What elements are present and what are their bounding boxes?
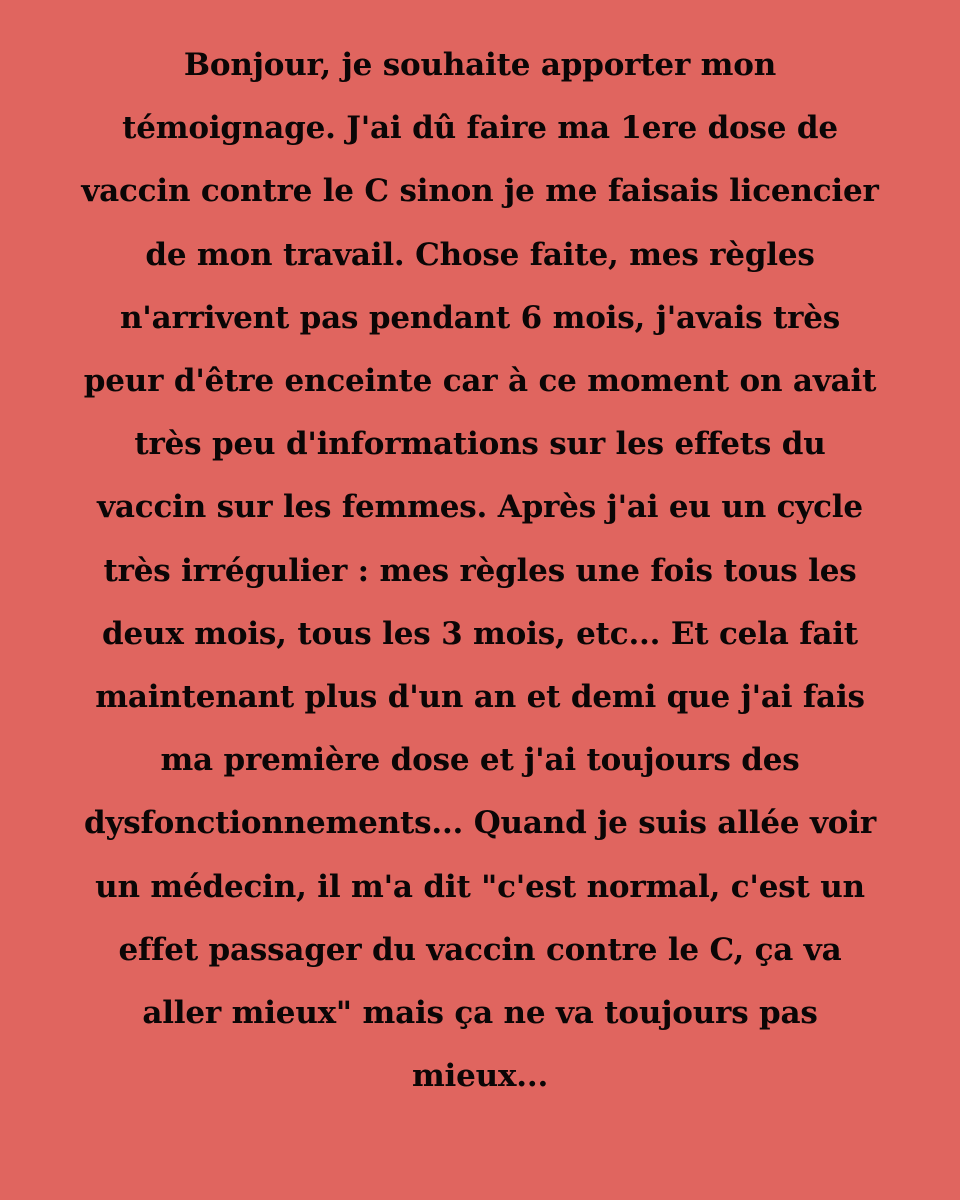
testimony-line-13: dysfonctionnements... Quand je suis allée voir <box>83 805 876 842</box>
testimony-line-5: n'arrivent pas pendant 6 mois, j'avais très <box>119 299 841 336</box>
testimony-line-8: vaccin sur les femmes. Après j'ai eu un cycle <box>97 489 863 526</box>
testimony-line-1: Bonjour, je souhaite apporter mon <box>183 47 777 83</box>
testimony-line-12: ma première dose et j'ai toujours des <box>160 742 800 779</box>
testimony-text <box>60 34 900 1108</box>
testimony-line-15: effet passager du vaccin contre le C, ça va <box>118 931 842 968</box>
testimony-line-16: aller mieux" mais ça ne va toujours pas <box>142 995 818 1032</box>
testimony-line-10: deux mois, tous les 3 mois, etc... Et cela fait <box>102 615 858 652</box>
testimony-line-9: très irrégulier : mes règles une fois tous les <box>103 552 857 589</box>
testimony-line-7: très peu d'informations sur les effets du <box>134 426 826 463</box>
testimony-line-2: témoignage. J'ai dû faire ma 1ere dose de <box>122 110 838 147</box>
testimony-line-3: vaccin contre le C sinon je me faisais licencier <box>81 173 879 210</box>
testimony-line-11: maintenant plus d'un an et demi que j'ai fais <box>95 679 865 716</box>
testimony-line-4: de mon travail. Chose faite, mes règles <box>145 236 815 273</box>
testimony-line-17: mieux... <box>411 1058 549 1095</box>
testimony-line-6: peur d'être enceinte car à ce moment on avait <box>83 363 877 400</box>
testimony-line-14: un médecin, il m'a dit "c'est normal, c'est un <box>95 868 865 905</box>
